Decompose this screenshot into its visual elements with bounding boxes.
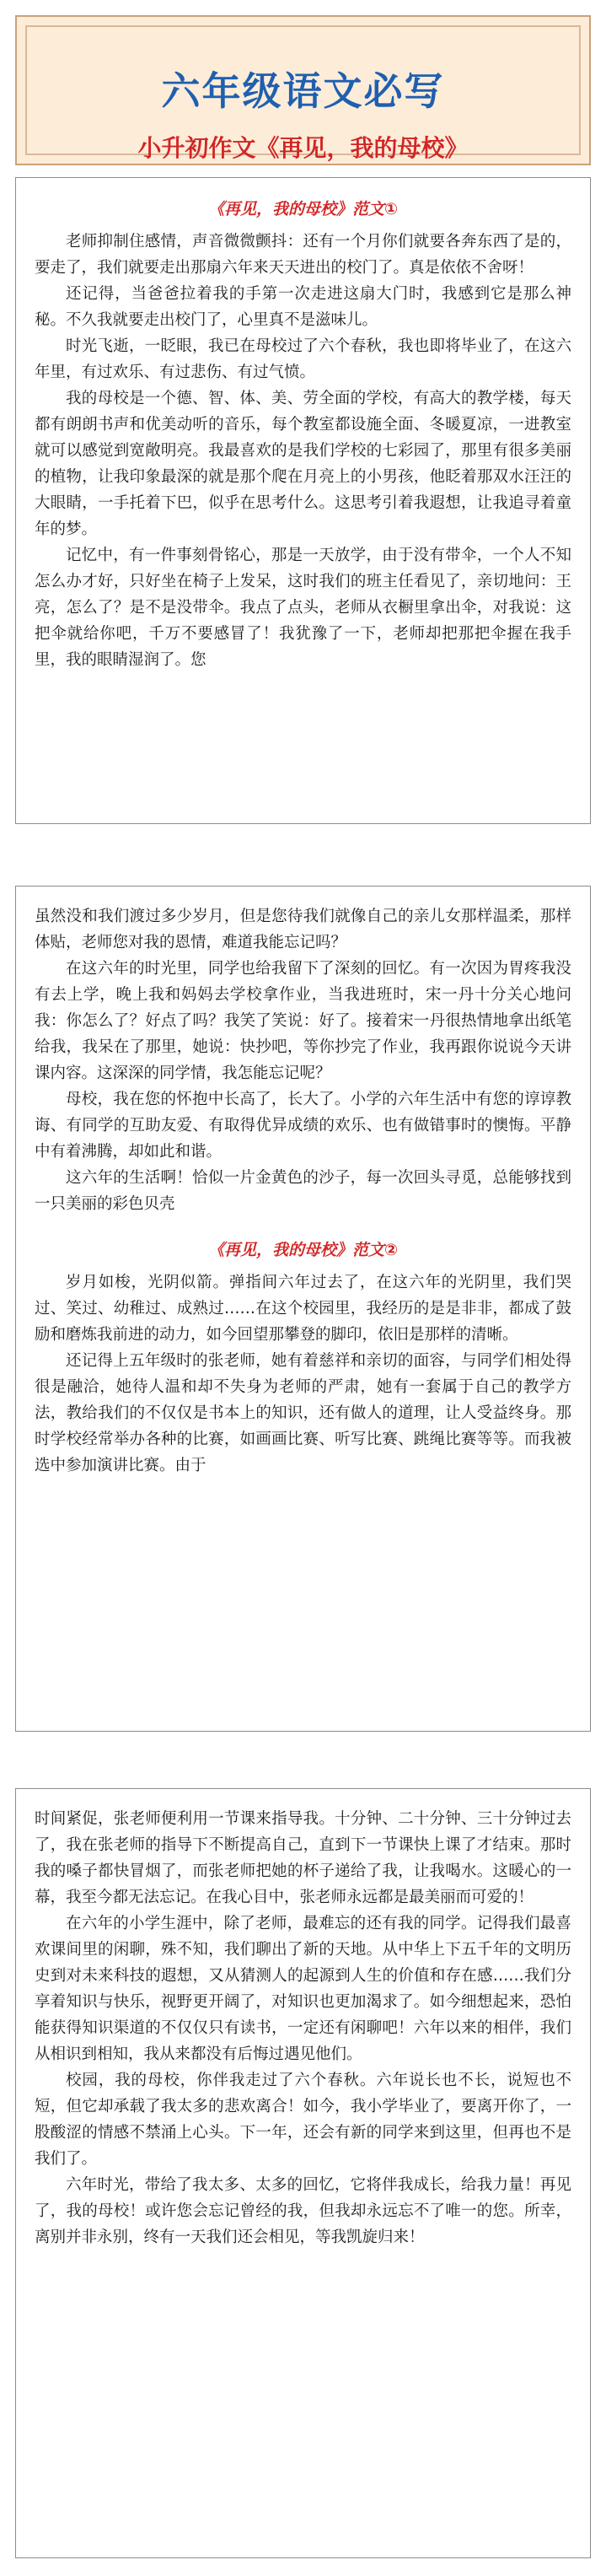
essay-card-1 [15,177,591,824]
paragraph: 在这六年的时光里，同学也给我留下了深刻的回忆。有一次因为胃疼我没有去上学，晚上我和妈妈去学校拿作业，当我进班时，宋一丹十分关心地问我：你怎么了？好点了吗？我笑了笑说：好了。接着宋一丹很热情地拿出纸笔给我，我呆在了那里，她说：快抄吧，等你抄完了作业，我再跟你说说今天讲课内容。这深深的同学情，我怎能忘记呢？ [35,960,571,1082]
section-title-essay-1: 《再见，我的母校》范文① [207,200,399,218]
paragraph: 还记得上五年级时的张老师，她有着慈祥和亲切的面容，与同学们相处得很是融洽，她待人温和却不失身为老师的严肃，她有一套属于自己的教学方法，教给我们的不仅仅是书本上的知识，还有做人的道理，让人受益终身。那时学校经常举办各种的比赛，如画画比赛、听写比赛、跳绳比赛等等。而我被选中参加演讲比赛。由于 [35,1352,571,1474]
page-title: 六年级语文必写 [161,68,445,114]
paragraph: 六年时光，带给了我太多、太多的回忆，它将伴我成长，给我力量！再见了，我的母校！或许您会忘记曾经的我，但我却永远忘不了唯一的您。所幸，离别并非永别，终有一天我们还会相见，等我凯旋归来！ [35,2176,571,2246]
paragraph: 在六年的小学生涯中，除了老师，最难忘的还有我的同学。记得我们最喜欢课间里的闲聊，殊不知，我们聊出了新的天地。从中华上下五千年的文明历史到对未来科技的遐想，又从猜测人的起源到人生的价值和存在感……我们分享着知识与快乐，视野更开阔了，对知识也更加渴求了。如今细想起来，恐怕能获得知识渠道的不仅仅只有读书，一定还有闲聊吧！六年以来的相伴，我们从相识到相知，我从来都没有后悔过遇见他们。 [35,1915,571,2063]
paragraph-continuation: 虽然没和我们渡过多少岁月，但是您待我们就像自己的亲儿女那样温柔，那样体贴，老师您对我的恩情，难道我能忘记吗？ [35,908,571,951]
page-subtitle: 小升初作文《再见，我的母校》 [137,134,469,162]
paragraph: 我的母校是一个德、智、体、美、劳全面的学校，有高大的教学楼，每天都有朗朗书声和优美动听的音乐，每个教室都设施全面、冬暖夏凉，一进教室就可以感觉到宽敞明亮。我最喜欢的是我们学校的七彩园了，那里有很多美丽的植物，让我印象最深的就是那个爬在月亮上的小男孩，他眨着那双水汪汪的大眼睛，一手托着下巴，似乎在思考什么。这思考引着我遐想，让我追寻着童年的梦。 [35,390,571,538]
paragraph: 老师抑制住感情，声音微微颤抖：还有一个月你们就要各奔东西了是的，要走了，我们就要走出那扇六年来天天进出的校门了。真是依依不舍呀！ [35,233,571,277]
paragraph: 还记得，当爸爸拉着我的手第一次走进这扇大门时，我感到它是那么神秘。不久我就要走出校门了，心里真不是滋味儿。 [35,285,571,329]
paragraph: 这六年的生活啊！恰似一片金黄色的沙子，每一次回头寻觅，总能够找到一只美丽的彩色贝壳 [35,1169,571,1213]
paragraph: 时光飞逝，一眨眼，我已在母校过了六个春秋，我也即将毕业了，在这六年里，有过欢乐、有过悲伤、有过气愤。 [35,337,571,381]
paragraph-continuation: 时间紧促，张老师便利用一节课来指导我。十分钟、二十分钟、三十分钟过去了，我在张老师的指导下不断提高自己，直到下一节课快上课了才结束。那时我的嗓子都快冒烟了，而张老师把她的杯子递给了我，让我喝水。这暖心的一幕，我至今都无法忘记。在我心目中，张老师永远都是最美丽而可爱的！ [35,1810,571,1906]
header-banner [15,15,591,165]
header-inner-frame [25,25,581,162]
section-title-essay-2: 《再见，我的母校》范文② [207,1241,399,1259]
essay-card-3 [15,1788,591,2558]
paragraph: 母校，我在您的怀抱中长高了，长大了。小学的六年生活中有您的谆谆教诲、有同学的互助友爱、有取得优异成绩的欢乐、也有做错事时的懊悔。平静中有着沸腾，却如此和谐。 [35,1091,571,1161]
paragraph: 记忆中，有一件事刻骨铭心，那是一天放学，由于没有带伞，一个人不知怎么办才好，只好坐在椅子上发呆，这时我们的班主任看见了，亲切地问：王亮，怎么了？是不是没带伞。我点了点头，老师从衣橱里拿出伞，对我说：这把伞就给你吧，千万不要感冒了！我犹豫了一下，老师却把那把伞握在我手里，我的眼睛湿润了。您 [35,547,571,669]
paragraph: 校园，我的母校，你伴我走过了六个春秋。六年说长也不长，说短也不短，但它却承载了我太多的悲欢离合！如今，我小学毕业了，要离开你了，一股酸涩的情感不禁涌上心头。下一年，还会有新的同学来到这里，但再也不是我们了。 [35,2072,571,2168]
essay-card-2 [15,886,591,1732]
paragraph: 岁月如梭，光阴似箭。弹指间六年过去了，在这六年的光阴里，我们哭过、笑过、幼稚过、成熟过……在这个校园里，我经历的是是非非，都成了鼓励和磨炼我前进的动力，如今回望那攀登的脚印，依旧是那样的清晰。 [35,1274,571,1344]
